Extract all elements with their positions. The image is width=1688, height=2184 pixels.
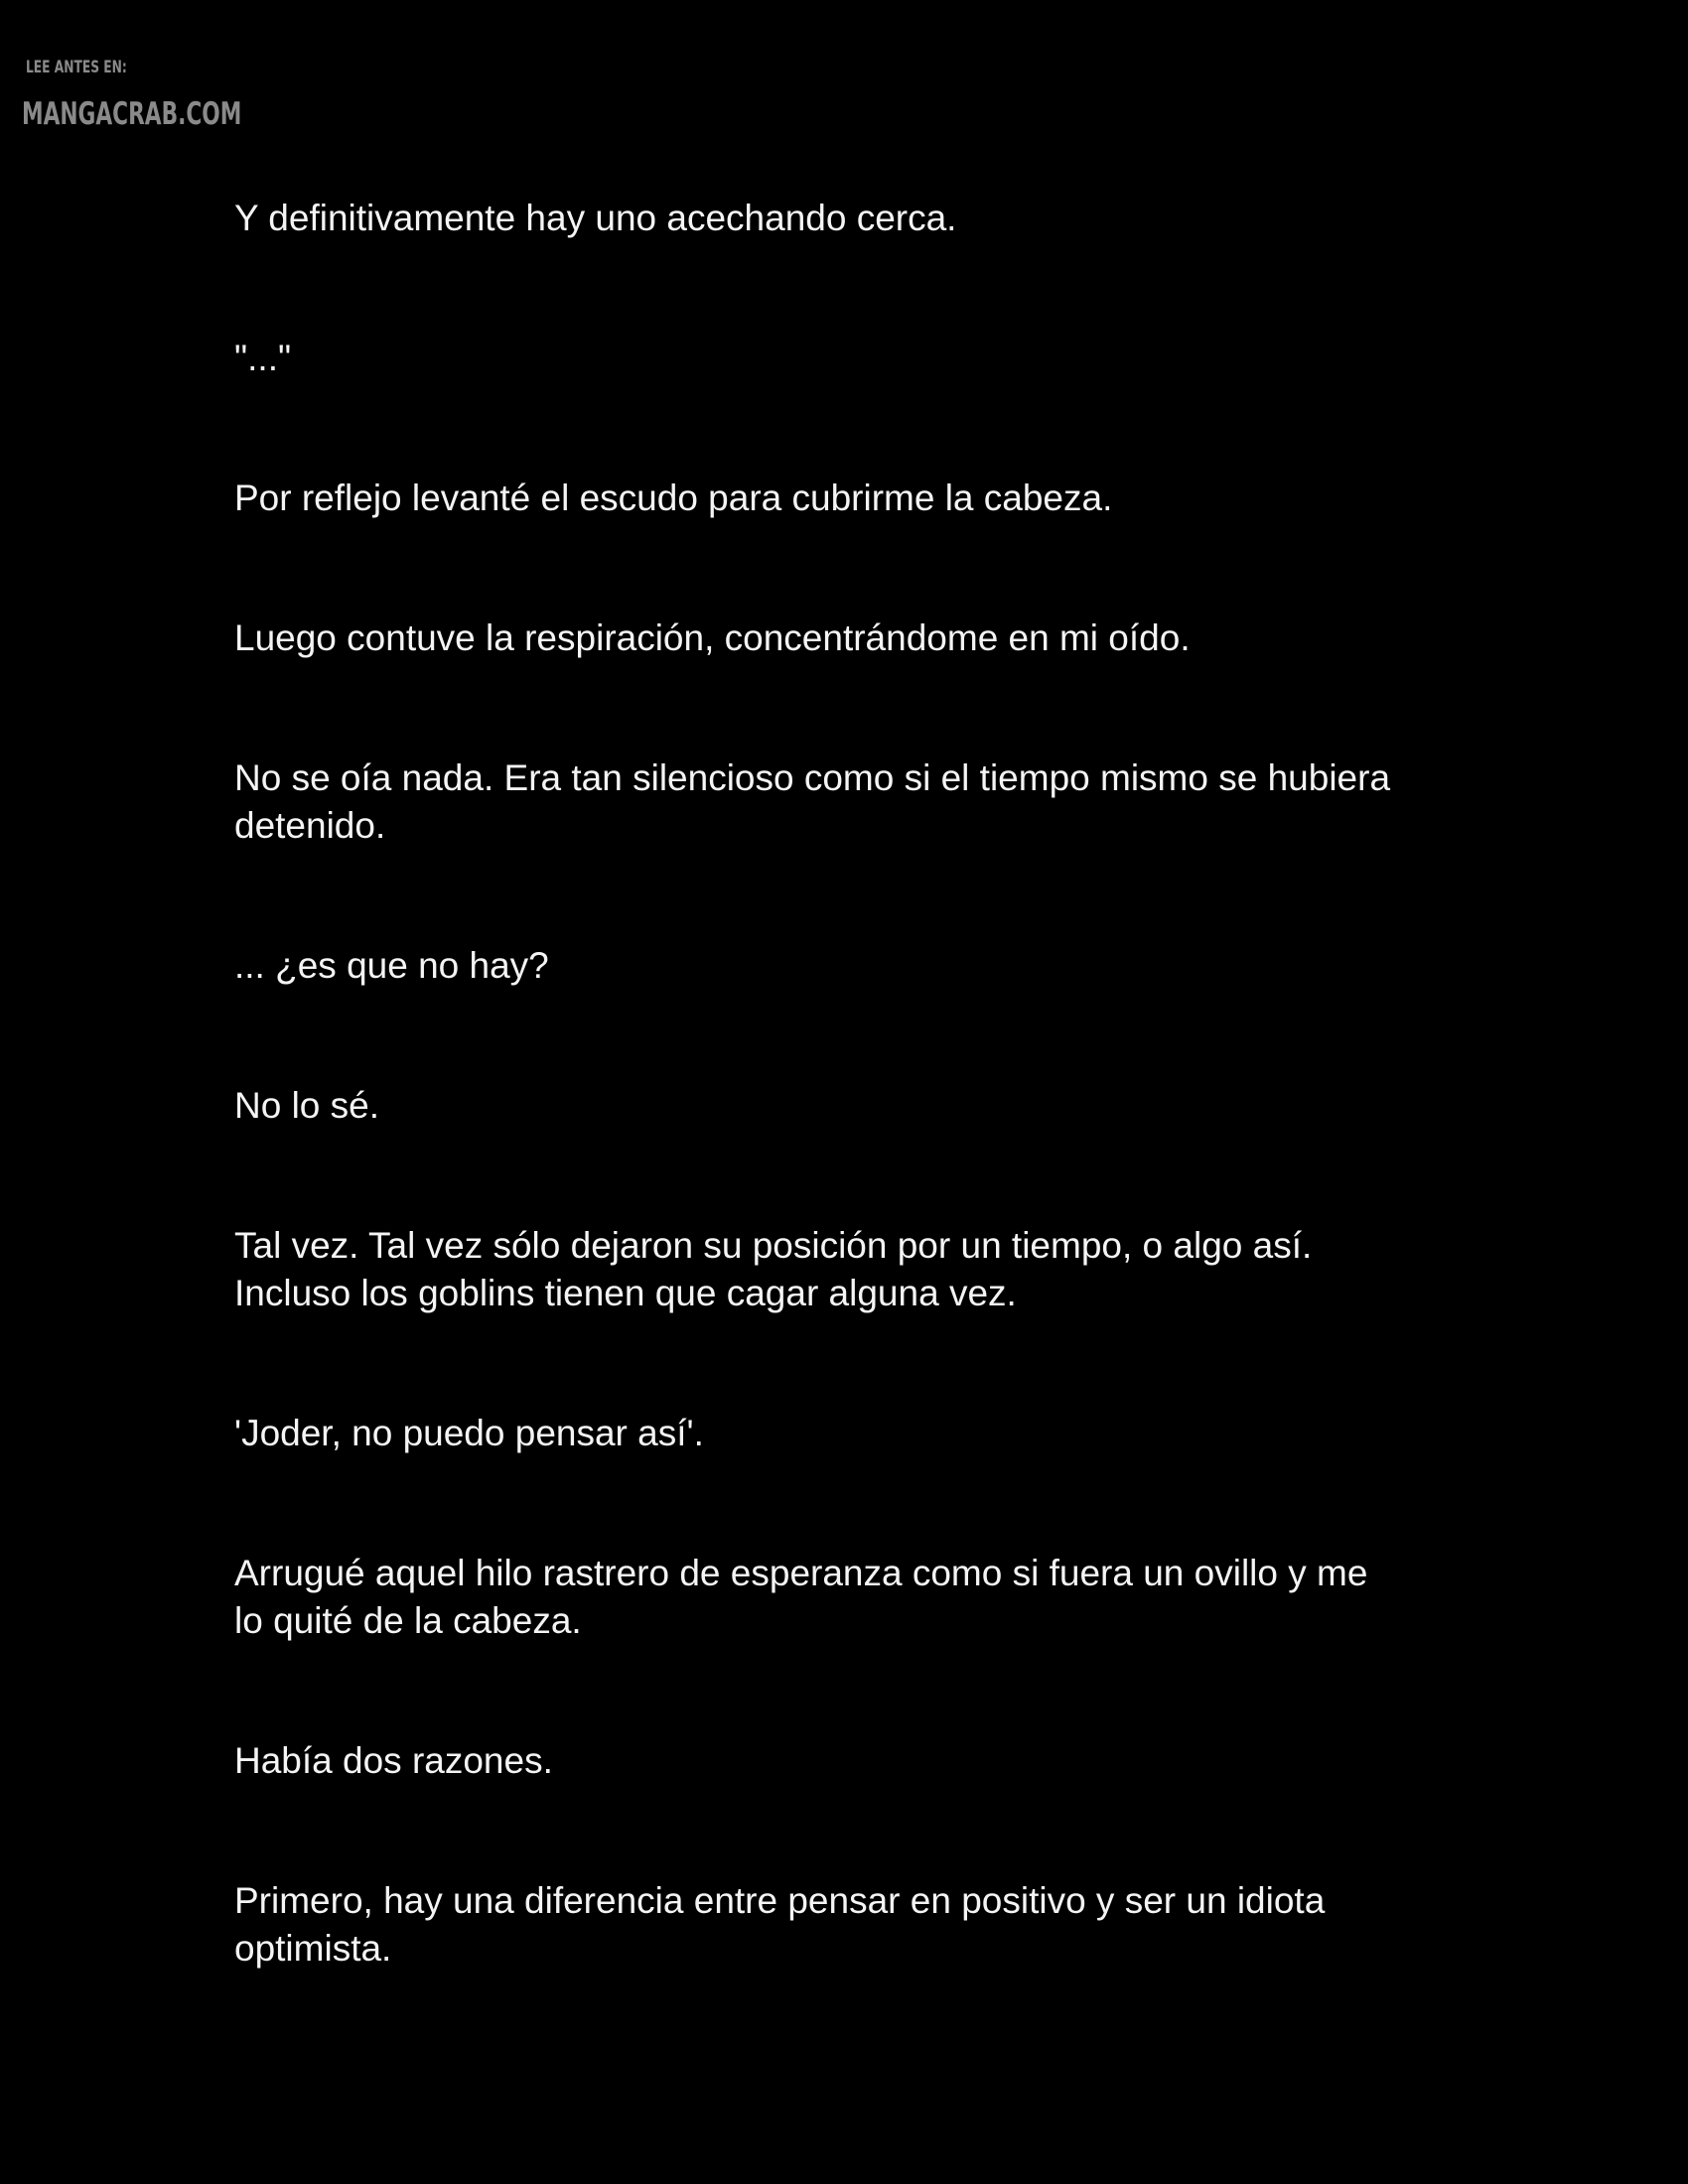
- paragraph: "...": [234, 338, 292, 378]
- paragraph: No lo sé.: [234, 1085, 380, 1126]
- paragraph: Y definitivamente hay uno acechando cerca.: [234, 198, 957, 238]
- paragraph: Tal vez. Tal vez sólo dejaron su posición por un tiempo, o algo así. Incluso los goblins tienen que cagar alguna vez.: [234, 1225, 1313, 1313]
- paragraph: No se oía nada. Era tan silencioso como si el tiempo mismo se hubiera detenido.: [234, 757, 1391, 846]
- watermark-site-name: MANGACRAB.COM: [22, 96, 242, 132]
- paragraph: Había dos razones.: [234, 1740, 553, 1781]
- paragraph: 'Joder, no puedo pensar así'.: [234, 1413, 704, 1453]
- paragraph: Luego contuve la respiración, concentrándome en mi oído.: [234, 617, 1191, 658]
- paragraph: Por reflejo levanté el escudo para cubrirme la cabeza.: [234, 478, 1113, 518]
- novel-text-body: [234, 195, 1485, 1973]
- paragraph: ... ¿es que no hay?: [234, 945, 549, 986]
- watermark-prefix: LEE ANTES EN:: [26, 58, 127, 77]
- site-watermark: [22, 60, 336, 130]
- paragraph: Arrugué aquel hilo rastrero de esperanza como si fuera un ovillo y me lo quité de la cabeza.: [234, 1553, 1368, 1641]
- paragraph: Primero, hay una diferencia entre pensar en positivo y ser un idiota optimista.: [234, 1880, 1326, 1969]
